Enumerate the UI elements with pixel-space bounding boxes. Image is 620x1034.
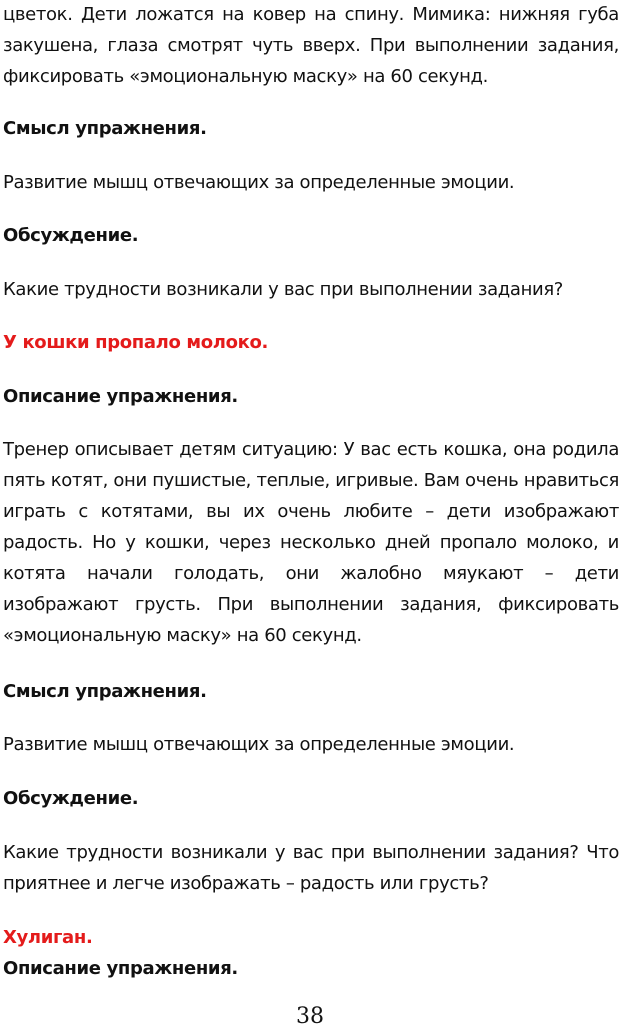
discussion-text-1: Какие трудности возникали у вас при выполнении задания?: [3, 279, 564, 300]
heading-meaning-1: Смысл упражнения.: [3, 118, 207, 139]
meaning-text-2: Развитие мышц отвечающих за определенные эмоции.: [3, 734, 515, 755]
heading-discussion-1: Обсуждение.: [3, 225, 139, 246]
meaning-text-1: Развитие мышц отвечающих за определенные эмоции.: [3, 172, 515, 193]
page-number: 38: [296, 1004, 324, 1029]
heading-meaning-2: Смысл упражнения.: [3, 681, 207, 702]
exercise-title-hooligan: Хулиган.: [3, 927, 93, 948]
discussion-text-2: Какие трудности возникали у вас при выполнении задания? Что приятнее и легче изображать – радость или грусть?: [3, 842, 619, 894]
heading-description-3: Описание упражнения.: [3, 958, 238, 979]
paragraph-continued: цветок. Дети ложатся на ковер на спину. Мимика: нижняя губа закушена, глаза смотрят чуть вверх. При выполнении задания, фиксировать «эмоциональную маску» на 60 секунд.: [3, 4, 619, 87]
document-page: [3, 0, 619, 1034]
description-text-2: Тренер описывает детям ситуацию: У вас есть кошка, она родила пять котят, они пушистые, теплые, игривые. Вам очень нравиться играть с котятами, вы их очень любите – дети изображают радость. Но у кошки, через несколько дней пропало молоко, и котята начали голодать, они жалобно мяукают – дети изображают грусть. При выполнении задания, фиксировать «эмоциональную маску» на 60 секунд.: [3, 439, 619, 646]
exercise-title-cat-milk: У кошки пропало молоко.: [3, 332, 269, 353]
heading-discussion-2: Обсуждение.: [3, 788, 139, 809]
heading-description-2: Описание упражнения.: [3, 386, 238, 407]
